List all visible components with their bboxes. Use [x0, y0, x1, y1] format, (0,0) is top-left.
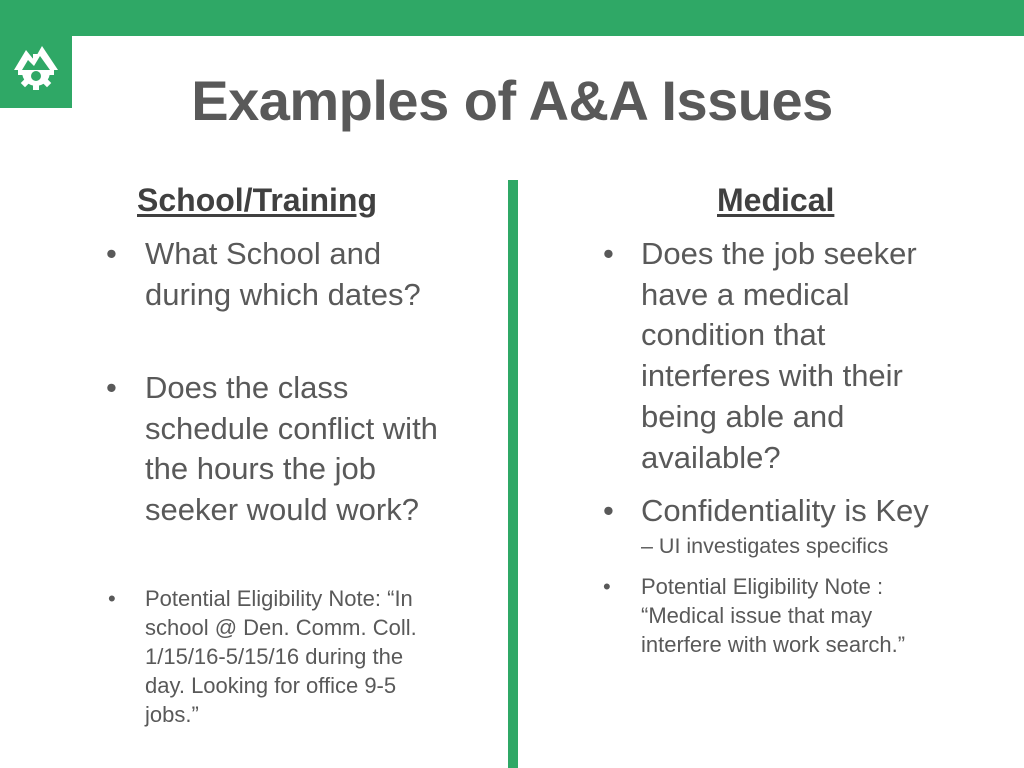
- right-bullet-1-text: Does the job seeker have a medical condition that interferes with their being able and available?: [641, 236, 917, 475]
- left-column-heading: School/Training: [137, 182, 378, 218]
- bullet-dot: •: [108, 586, 116, 611]
- bullet-dot: •: [603, 493, 614, 528]
- column-divider: [508, 180, 518, 768]
- right-note-text: Potential Eligibility Note : “Medical issue that may interfere with work search.”: [641, 574, 906, 657]
- left-bullet-1-text: What School and during which dates?: [145, 236, 421, 312]
- right-column-heading: Medical: [717, 182, 835, 218]
- right-sub-bullet: – UI investigates specifics: [641, 534, 889, 558]
- bullet-dot: •: [603, 236, 614, 271]
- top-accent-bar: [0, 0, 1024, 36]
- left-note-text: Potential Eligibility Note: “In school @ Den. Comm. Coll. 1/15/16-5/15/16 during the day. Looking for office 9-5 jobs.”: [145, 586, 417, 727]
- bullet-dot: •: [106, 236, 117, 271]
- right-bullet-2-text: Confidentiality is Key: [641, 493, 929, 528]
- slide-title-text: Examples of A&A Issues: [191, 69, 833, 132]
- left-bullet-2-text: Does the class schedule conflict with the hours the job seeker would work?: [145, 370, 438, 528]
- slide-title: [0, 68, 1024, 133]
- bullet-dot: •: [106, 370, 117, 405]
- bullet-dot: •: [603, 574, 611, 599]
